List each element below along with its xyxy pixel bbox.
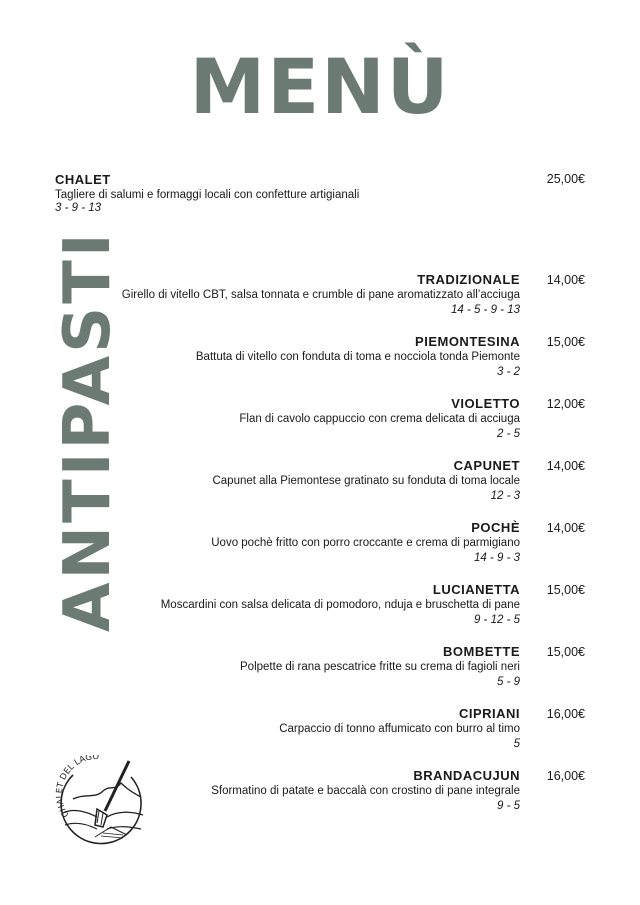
item-name: CHALET	[55, 172, 111, 187]
item-price: 14,00€	[546, 459, 585, 473]
item-allergens: 12 - 3	[490, 490, 520, 502]
item-name: VIOLETTO	[451, 396, 520, 411]
item-description: Flan di cavolo cappuccio con crema delicata di acciuga	[239, 413, 520, 425]
svg-text:CHALET DEL LAGO	[55, 755, 100, 819]
item-description: Uovo pochè fritto con porro croccante e crema di parmigiano	[211, 537, 520, 549]
item-price: 15,00€	[546, 335, 585, 349]
item-description: Carpaccio di tonno affumicato con burro al timo	[279, 723, 520, 735]
item-name: BRANDACUJUN	[413, 768, 520, 783]
list-item	[120, 334, 585, 396]
item-description: Girello di vitello CBT, salsa tonnata e crumble di pane aromatizzato all’acciuga	[121, 289, 520, 301]
featured-item	[55, 172, 585, 214]
chalet-del-lago-logo-icon	[55, 755, 150, 850]
item-allergens: 3 - 9 - 13	[55, 202, 102, 214]
item-description: Polpette di rana pescatrice fritte su crema di fagioli neri	[240, 661, 520, 673]
list-item	[120, 644, 585, 706]
item-price: 16,00€	[546, 769, 585, 783]
item-price: 16,00€	[546, 707, 585, 721]
item-name: CIPRIANI	[458, 706, 520, 721]
list-item	[120, 272, 585, 334]
item-allergens: 2 - 5	[496, 428, 520, 440]
item-description: Battuta di vitello con fonduta di toma e nocciola tonda Piemonte	[195, 351, 520, 363]
list-item	[120, 520, 585, 582]
item-name: POCHÈ	[471, 520, 520, 535]
item-name: TRADIZIONALE	[417, 272, 520, 287]
item-price: 12,00€	[546, 397, 585, 411]
item-price: 15,00€	[546, 583, 585, 597]
item-description: Moscardini con salsa delicata di pomodoro, nduja e bruschetta di pane	[160, 599, 520, 611]
item-description: Tagliere di salumi e formaggi locali con confetture artigianali	[55, 189, 360, 201]
item-allergens: 9 - 5	[496, 800, 520, 812]
item-price: 14,00€	[546, 521, 585, 535]
item-name: PIEMONTESINA	[415, 334, 520, 349]
list-item	[120, 396, 585, 458]
item-allergens: 5	[513, 738, 520, 750]
menu-items-list	[120, 272, 585, 830]
item-allergens: 9 - 12 - 5	[473, 614, 520, 626]
logo-text: CHALET DEL LAGO	[55, 755, 100, 819]
list-item	[120, 706, 585, 768]
item-price: 25,00€	[546, 172, 585, 186]
item-description: Capunet alla Piemontese gratinato su fonduta di toma locale	[212, 475, 520, 487]
item-price: 15,00€	[546, 645, 585, 659]
item-name: LUCIANETTA	[432, 582, 520, 597]
item-allergens: 3 - 2	[496, 366, 520, 378]
item-name: BOMBETTE	[443, 644, 520, 659]
section-label: ANTIPASTI	[51, 230, 125, 632]
item-name: CAPUNET	[453, 458, 520, 473]
list-item	[120, 768, 585, 830]
item-price: 14,00€	[546, 273, 585, 287]
item-description: Sformatino di patate e baccalà con crostino di pane integrale	[211, 785, 520, 797]
page-title: MENÙ	[189, 42, 451, 131]
list-item	[120, 458, 585, 520]
item-allergens: 14 - 9 - 3	[473, 552, 520, 564]
list-item	[120, 582, 585, 644]
item-allergens: 14 - 5 - 9 - 13	[450, 304, 520, 316]
item-allergens: 5 - 9	[496, 676, 520, 688]
